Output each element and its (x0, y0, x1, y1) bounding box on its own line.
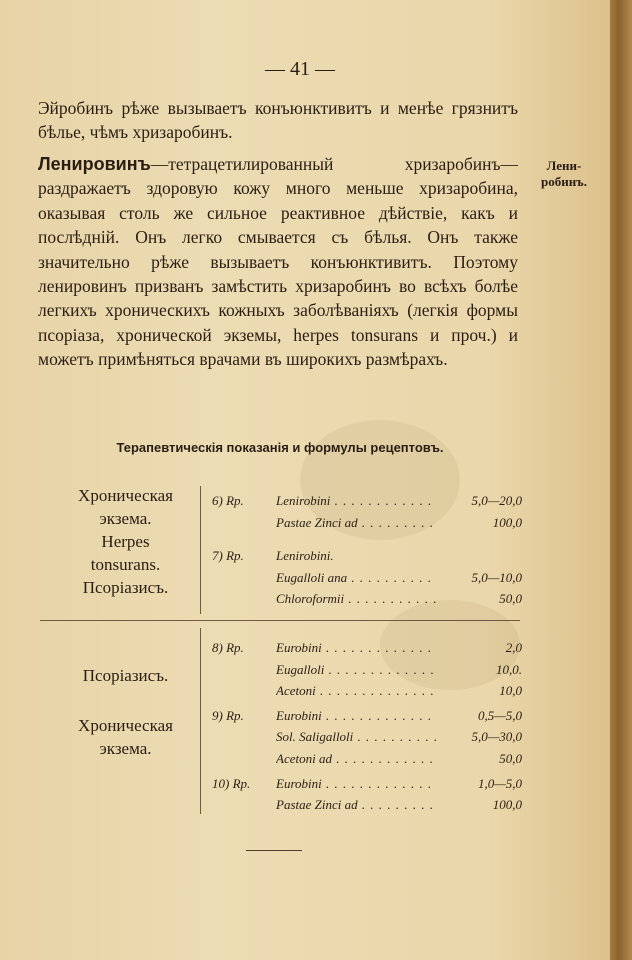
section-heading: Терапевтическія показанія и формулы рецептовъ. (116, 440, 444, 455)
ingredient: Acetoni ad . . . (276, 748, 436, 770)
prescriptions-group-1 (212, 490, 522, 610)
prescription-row (212, 545, 522, 567)
diagnosis-line: экзема. (99, 739, 152, 758)
amount: 100,0 (492, 797, 522, 813)
amount: 5,0—10,0 (471, 569, 522, 585)
amount: 100,0 (492, 514, 522, 530)
margin-note: Лени-робинъ. (540, 158, 588, 189)
ingredient: Sol. Saligalloli . . . (276, 726, 436, 748)
prescription-number: 9) Rp. (212, 707, 244, 723)
prescription-row (212, 659, 522, 681)
amount: 10,0. (496, 661, 522, 677)
ingredient: Eurobini . . . (276, 705, 436, 727)
prescription-number: 7) Rp. (212, 548, 244, 564)
book-spine (610, 0, 632, 960)
prescription-row (212, 748, 522, 770)
ingredient: Pastae Zinci ad . . . (276, 512, 436, 534)
paragraph-lenirobin (38, 152, 518, 372)
prescription-number: 10) Rp. (212, 775, 251, 791)
prescription-row (212, 680, 522, 702)
diagnosis-line: Псоріазисъ. (82, 578, 169, 597)
prescription-number: 6) Rp. (212, 493, 244, 508)
ingredient: Eugalloli ana . . . (276, 567, 436, 589)
prescription-row (212, 705, 522, 727)
diagnosis-group-2a: Псоріазисъ. (82, 666, 169, 685)
diagnosis-group-2b (38, 714, 213, 760)
amount: 10,0 (499, 683, 522, 699)
diagnosis-line: Хроническая (78, 486, 173, 505)
ingredient: Chloroformii . . . (276, 588, 436, 610)
amount: 5,0—30,0 (471, 729, 522, 745)
diagnosis-line: tonsurans. (90, 555, 161, 574)
paragraph-eurobin: Эйробинъ рѣже вызываетъ конъюнктивитъ и менѣе грязнитъ бѣлье, чѣмъ хризаробинъ. (38, 98, 518, 143)
amount: 50,0 (499, 750, 522, 766)
prescription-row (212, 794, 522, 816)
ingredient: Eurobini . . . (276, 773, 436, 795)
prescription-row (212, 490, 522, 512)
diagnosis-line: экзема. (99, 509, 152, 528)
ingredient: Eurobini . . . (276, 637, 436, 659)
prescription-row (212, 588, 522, 610)
diagnosis-group-1 (38, 484, 213, 599)
diagnosis-line: Herpes (101, 532, 150, 551)
divider-vertical (200, 486, 201, 614)
prescription-row (212, 637, 522, 659)
ingredient: Lenirobini. (276, 548, 334, 564)
amount (436, 545, 522, 567)
prescription-row (212, 567, 522, 589)
page-number: — 41 — (265, 58, 335, 80)
paragraph-lenirobin-text: —тетрацетилированный хризаробинъ—раздражаетъ здоровую кожу много меньше хризаробина, оказывая столь же сильное реактивное дѣйствіе, какъ и послѣдній. Онъ легко смывается съ бѣлья. Онъ также значительно рѣже вызываетъ конъюнктивитъ. Поэтому ленировинъ призванъ замѣстить хризаробинъ во всѣхъ болѣе легкихъ хроническихъ кожныхъ заболѣваніяхъ (легкія формы псоріаза, хронической экземы, herpes tonsurans и проч.) и можетъ примѣняться врачами въ широкихъ размѣрахъ. (38, 154, 518, 370)
amount: 50,0 (499, 591, 522, 607)
ingredient: Acetoni . . . (276, 680, 436, 702)
ingredient: Eugalloli . . . (276, 659, 436, 681)
ingredient: Pastae Zinci ad . . . (276, 794, 436, 816)
prescription-row (212, 512, 522, 534)
amount: 0,5—5,0 (477, 707, 522, 723)
prescription-number: 8) Rp. (212, 640, 244, 655)
amount: 1,0—5,0 (477, 775, 522, 791)
ingredient: Lenirobini . . . (276, 490, 436, 512)
footer-rule (246, 850, 302, 851)
diagnosis-line: Хроническая (78, 716, 173, 735)
divider-horizontal (40, 620, 520, 621)
amount: 2,0 (505, 640, 522, 655)
prescription-row (212, 726, 522, 748)
term-lenirobin: Ленировинъ (38, 154, 151, 174)
amount: 5,0—20,0 (471, 493, 522, 508)
prescriptions-group-2 (212, 637, 522, 816)
prescription-row (212, 773, 522, 795)
